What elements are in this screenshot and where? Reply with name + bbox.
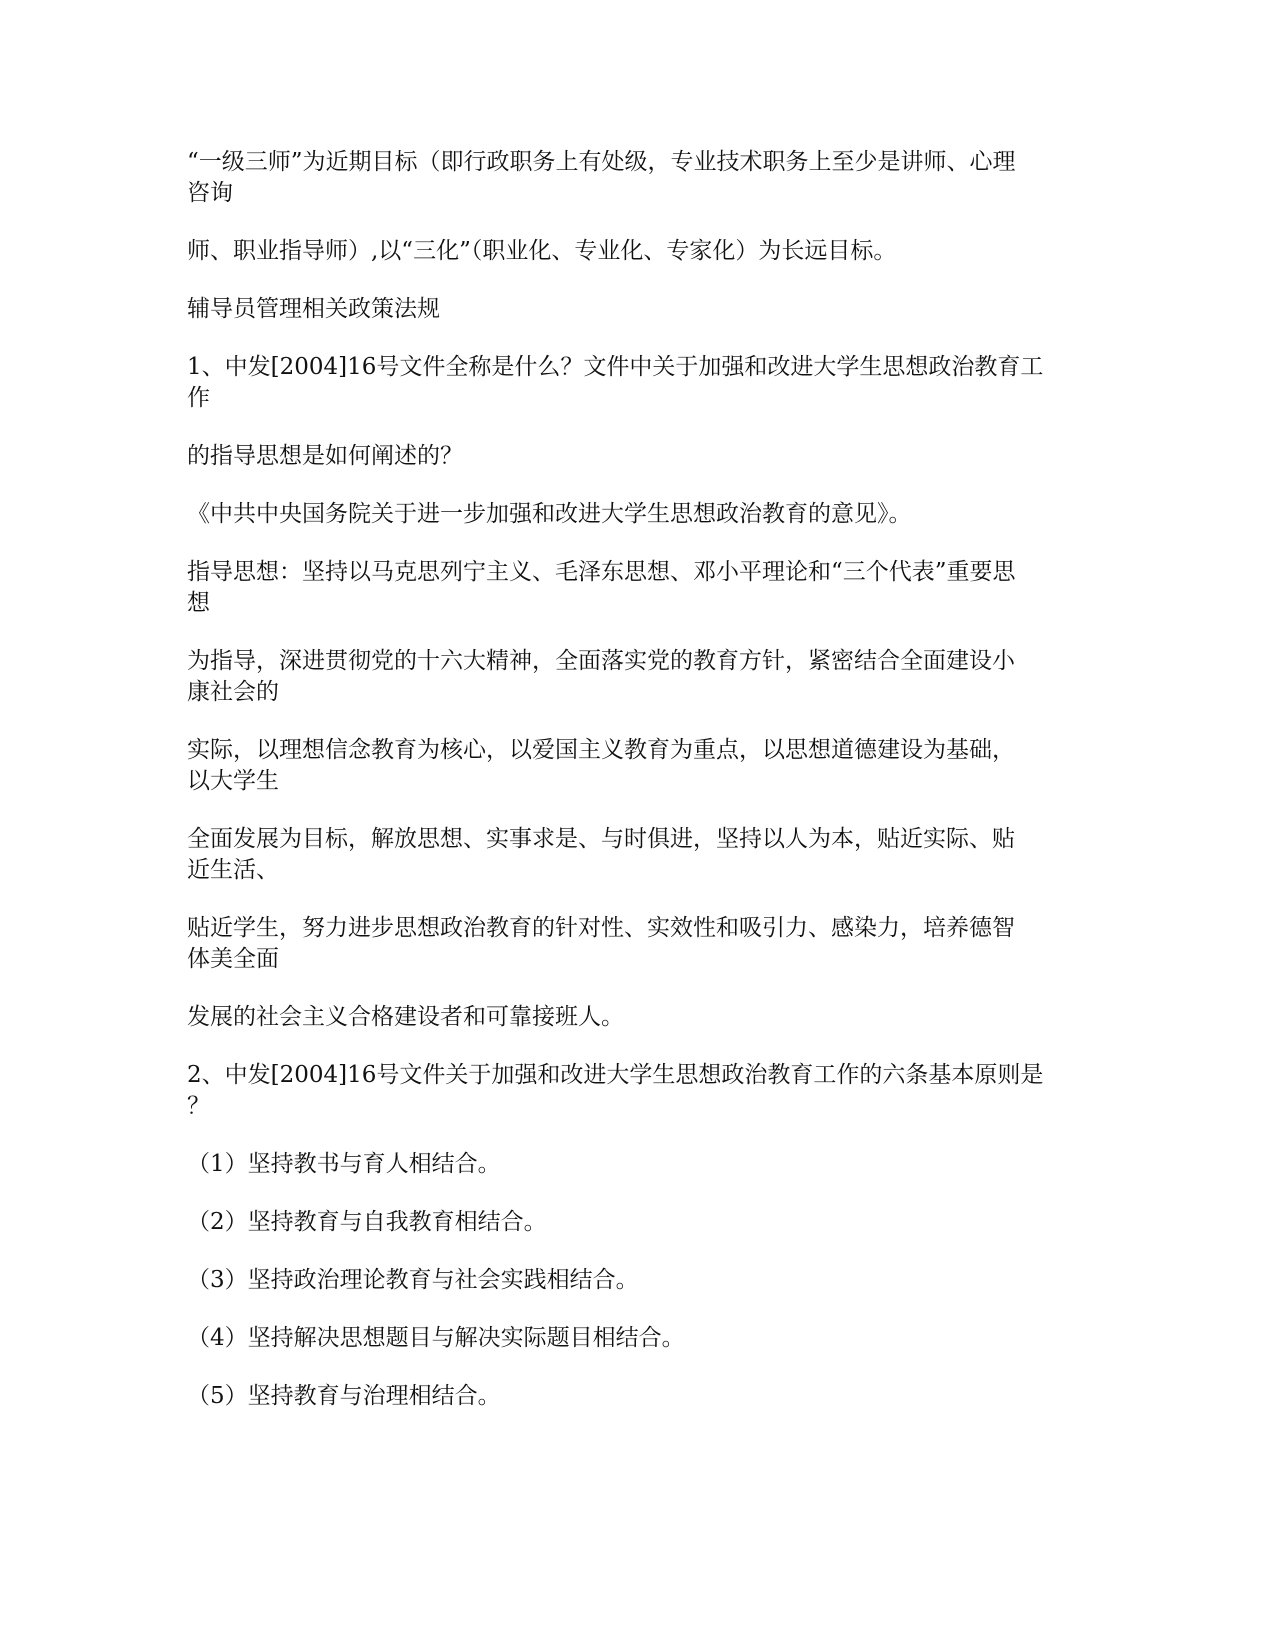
text-line: 为指导，深进贯彻党的十六大精神，全面落实党的教育方针，紧密结合全面建设小 xyxy=(187,648,1015,674)
guiding-ideology-2 xyxy=(187,646,1087,708)
question-1-continued xyxy=(187,441,1087,472)
text-line: （4）坚持解决思想题目与解决实际题目相结合。 xyxy=(187,1325,685,1351)
principle-5 xyxy=(187,1381,1087,1412)
guiding-ideology-1 xyxy=(187,557,1087,619)
guiding-ideology-3 xyxy=(187,735,1087,797)
text-line: （2）坚持教育与自我教育相结合。 xyxy=(187,1209,547,1235)
guiding-ideology-5 xyxy=(187,913,1087,975)
text-line: 发展的社会主义合格建设者和可靠接班人。 xyxy=(187,1004,624,1030)
text-line: 贴近学生，努力进步思想政治教育的针对性、实效性和吸引力、感染力，培养德智 xyxy=(187,915,1015,941)
text-line: “一级三师”为近期目标（即行政职务上有处级，专业技术职务上至少是讲师、心理 xyxy=(187,149,1016,175)
text-line: 1、中发[2004]16号文件全称是什么？文件中关于加强和改进大学生思想政治教育工 xyxy=(187,354,1044,380)
principle-2 xyxy=(187,1207,1087,1238)
text-line: 指导思想：坚持以马克思列宁主义、毛泽东思想、邓小平理论和“三个代表”重要思 xyxy=(187,559,1016,585)
text-line: 师、职业指导师）,以“三化”（职业化、专业化、专家化）为长远目标。 xyxy=(187,238,897,264)
text-line: 实际，以理想信念教育为核心，以爱国主义教育为重点，以思想道德建设为基础， xyxy=(187,737,1015,763)
paragraph-goals-long xyxy=(187,236,1087,267)
text-line: 全面发展为目标，解放思想、实事求是、与时俱进，坚持以人为本，贴近实际、贴 xyxy=(187,826,1015,852)
text-line: 的指导思想是如何阐述的？ xyxy=(187,443,463,469)
section-heading xyxy=(187,294,1087,325)
text-line: 2、中发[2004]16号文件关于加强和改进大学生思想政治教育工作的六条基本原则是 xyxy=(187,1062,1044,1088)
text-line: 体美全面 xyxy=(187,946,279,972)
text-line: 想 xyxy=(187,590,210,616)
question-2 xyxy=(187,1060,1087,1122)
text-line: 以大学生 xyxy=(187,768,279,794)
text-line: （1）坚持教书与育人相结合。 xyxy=(187,1151,501,1177)
text-line: ？ xyxy=(187,1093,210,1119)
principle-1 xyxy=(187,1149,1087,1180)
document-full-title xyxy=(187,499,1087,530)
text-line: （3）坚持政治理论教育与社会实践相结合。 xyxy=(187,1267,639,1293)
text-line: 辅导员管理相关政策法规 xyxy=(187,296,440,322)
text-line: 咨询 xyxy=(187,180,233,206)
text-line: 作 xyxy=(187,385,210,411)
question-1 xyxy=(187,352,1087,414)
text-line: 康社会的 xyxy=(187,679,279,705)
guiding-ideology-4 xyxy=(187,824,1087,886)
text-line: 近生活、 xyxy=(187,857,279,883)
guiding-ideology-6 xyxy=(187,1002,1087,1033)
text-line: （5）坚持教育与治理相结合。 xyxy=(187,1383,501,1409)
principle-3 xyxy=(187,1265,1087,1296)
paragraph-goals-near xyxy=(187,147,1087,209)
principle-4 xyxy=(187,1323,1087,1354)
text-line: 《中共中央国务院关于进一步加强和改进大学生思想政治教育的意见》。 xyxy=(187,501,912,527)
